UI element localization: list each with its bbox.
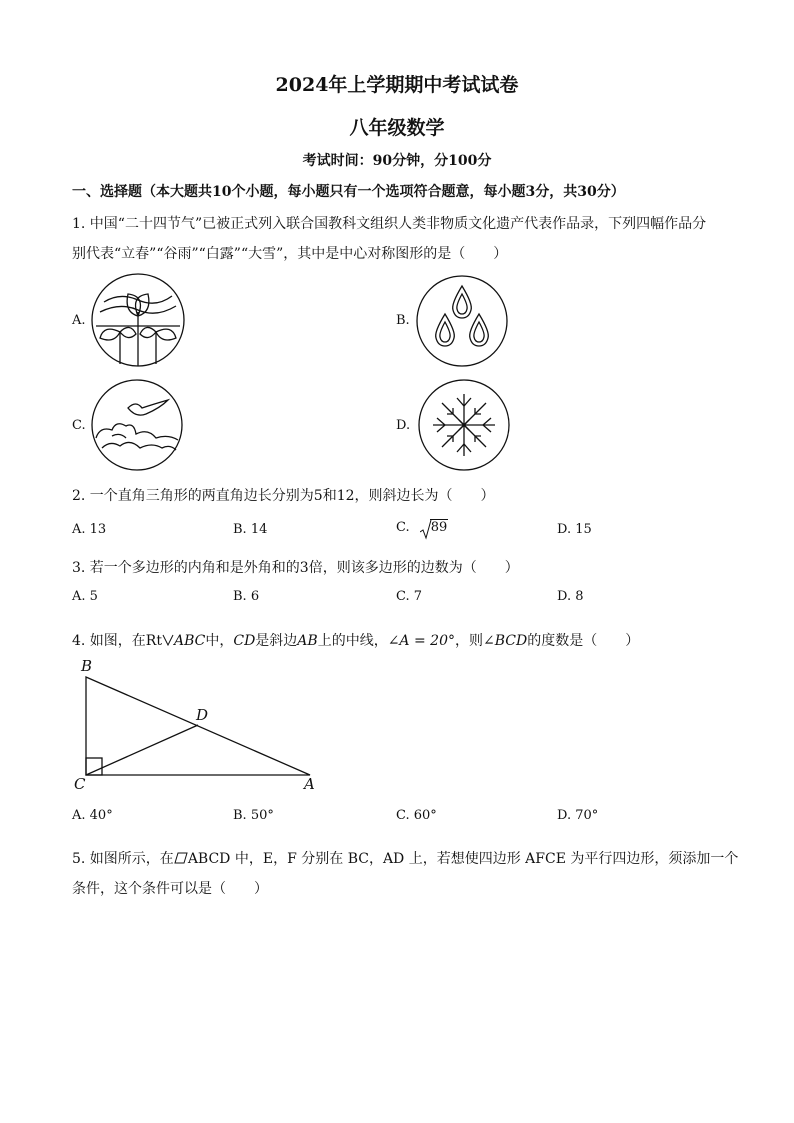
q1-option-b-image xyxy=(415,274,509,372)
parallelogram-symbol-icon xyxy=(174,852,188,864)
q2-text: 2. 一个直角三角形的两直角边长分别为5和12，则斜边长为（ ） xyxy=(72,488,495,504)
q1-text-line1: 1. 中国“二十四节气”已被正式列入联合国教科文组织人类非物质文化遗产代表作品录，下列四幅作品分 xyxy=(72,216,707,232)
q1-option-c-image xyxy=(90,378,184,476)
q4-text: 4. 如图，在Rt ABC中，CD是斜边AB上的中线，∠A = 20°，则∠BCD的度数是（ ） xyxy=(72,633,640,649)
q3-option-b: B. 6 xyxy=(233,589,260,604)
major-snow-icon xyxy=(417,378,511,472)
exam-info: 考试时间：90分钟，分100分 xyxy=(302,153,492,169)
q1-text-line2: 别代表“立春”“谷雨”“白露”“大雪”，其中是中心对称图形的是（ ） xyxy=(72,246,508,262)
sqrt-symbol xyxy=(420,520,449,535)
q1-option-a-image xyxy=(90,272,186,372)
vertex-a-label: A xyxy=(304,775,315,793)
q1-option-d-image xyxy=(417,378,511,476)
q1-option-b-label: B. xyxy=(396,313,410,328)
q2-option-c-radicand: 89 xyxy=(430,520,448,535)
grain-rain-icon xyxy=(415,274,509,368)
q2-option-c xyxy=(396,520,448,535)
q4-figure xyxy=(70,655,330,804)
q3-text: 3. 若一个多边形的内角和是外角和的3倍，则该多边形的边数为（ ） xyxy=(72,560,519,576)
q5-text-line1: 5. 如图所示，在 ABCD 中，E，F 分别在 BC，AD 上，若想使四边形 AFCE 为平行四边形，须添加一个 xyxy=(72,851,739,867)
subject-title: 八年级数学 xyxy=(349,117,445,139)
q1-option-a-label: A. xyxy=(72,313,86,328)
white-dew-icon xyxy=(90,378,184,472)
q4-option-a: A. 40° xyxy=(72,808,113,823)
q2-option-c-label: C. xyxy=(396,520,410,535)
spring-begins-icon xyxy=(90,272,186,368)
vertex-c-label: C xyxy=(74,775,86,793)
q4-option-d: D. 70° xyxy=(557,808,599,823)
q1-option-d-label: D. xyxy=(396,418,411,433)
right-triangle-diagram xyxy=(70,655,330,800)
q3-option-c: C. 7 xyxy=(396,589,423,604)
q1-option-c-label: C. xyxy=(72,418,86,433)
exam-title: 2024年上学期期中考试试卷 xyxy=(275,74,519,96)
q2-option-d: D. 15 xyxy=(557,522,592,537)
point-d-label: D xyxy=(196,706,209,724)
q4-option-c: C. 60° xyxy=(396,808,437,823)
section-heading: 一、选择题（本大题共10个小题，每小题只有一个选项符合题意，每小题3分，共30分） xyxy=(72,184,625,200)
triangle-symbol-icon xyxy=(162,634,174,646)
q3-option-d: D. 8 xyxy=(557,589,584,604)
vertex-b-label: B xyxy=(81,657,93,675)
q2-option-a: A. 13 xyxy=(72,522,107,537)
q2-option-b: B. 14 xyxy=(233,522,268,537)
q5-text-line2: 条件，这个条件可以是（ ） xyxy=(72,881,268,897)
q4-option-b: B. 50° xyxy=(233,808,274,823)
q3-option-a: A. 5 xyxy=(72,589,98,604)
